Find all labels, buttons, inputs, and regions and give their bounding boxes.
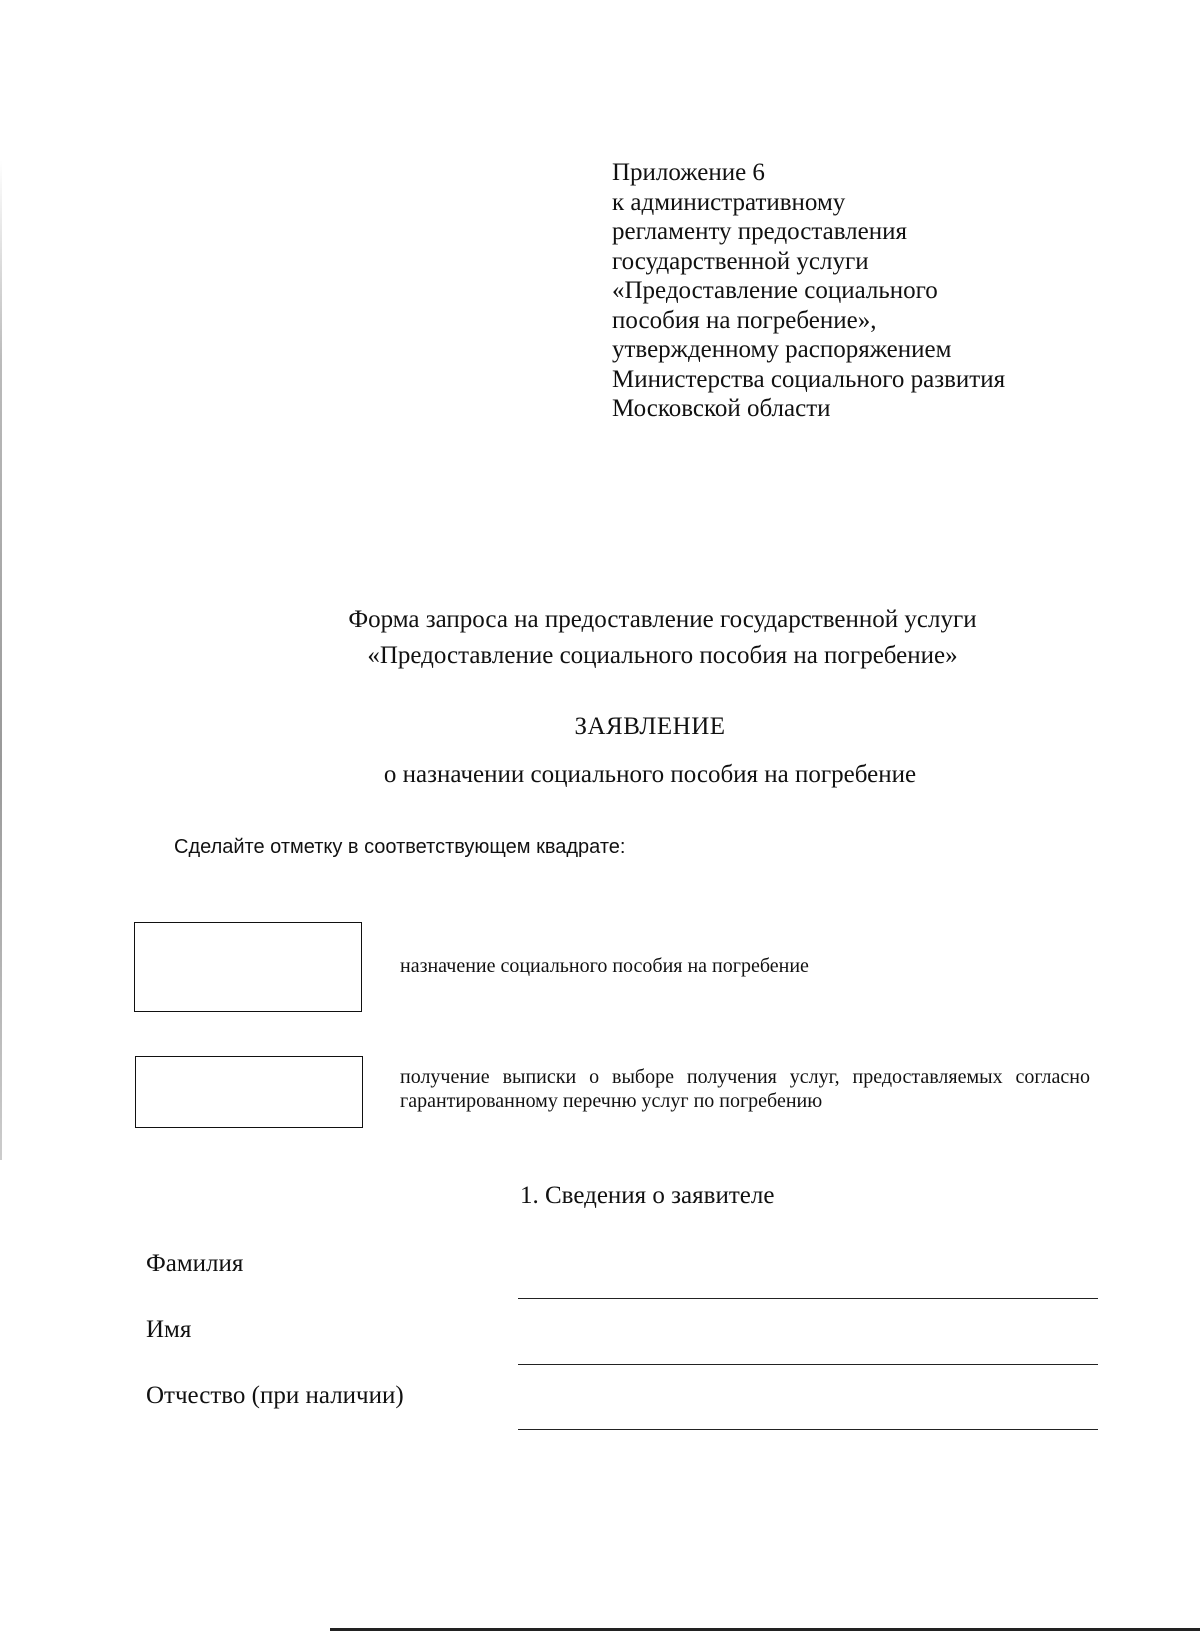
form-title-line-1: Форма запроса на предоставление государственной услуги	[348, 606, 977, 633]
appendix-line: к административному	[612, 188, 846, 216]
scan-bottom-edge	[330, 1628, 1200, 1631]
appendix-line: пособия на погребение»,	[612, 306, 877, 334]
appendix-line: Московской области	[612, 395, 831, 422]
appendix-line: государственной услуги	[612, 247, 869, 275]
appendix-line: «Предоставление социального	[612, 277, 938, 304]
field-label-name: Имя	[146, 1316, 192, 1343]
field-label-surname: Фамилия	[146, 1250, 244, 1277]
option-checkbox-extract[interactable]	[135, 1056, 363, 1128]
appendix-block	[612, 158, 1005, 424]
checkbox-instruction: Сделайте отметку в соответствующем квадрате:	[174, 836, 626, 858]
option-label-extract: получение выписки о выборе получения услуг, предоставляемых согласно гарантированному перечню услуг по погребению	[400, 1066, 1090, 1112]
appendix-line: утвержденному распоряжением	[612, 336, 952, 363]
field-label-patronymic: Отчество (при наличии)	[146, 1382, 404, 1409]
appendix-line: Министерства социального развития	[612, 365, 1006, 393]
section-title: 1. Сведения о заявителе	[520, 1182, 775, 1209]
appendix-line: регламенту предоставления	[612, 218, 908, 245]
statement-subheading: о назначении социального пособия на погребение	[383, 761, 917, 788]
name-field[interactable]	[518, 1364, 1098, 1365]
statement-heading: ЗАЯВЛЕНИЕ	[574, 713, 726, 740]
option-checkbox-benefit[interactable]	[134, 922, 362, 1012]
option-label-benefit: назначение социального пособия на погребение	[400, 955, 809, 977]
appendix-line: Приложение 6	[612, 159, 765, 186]
form-title	[0, 602, 1200, 674]
form-title-line-2: «Предоставление социального пособия на погребение»	[367, 642, 958, 669]
patronymic-field[interactable]	[518, 1429, 1098, 1430]
surname-field[interactable]	[518, 1298, 1098, 1299]
